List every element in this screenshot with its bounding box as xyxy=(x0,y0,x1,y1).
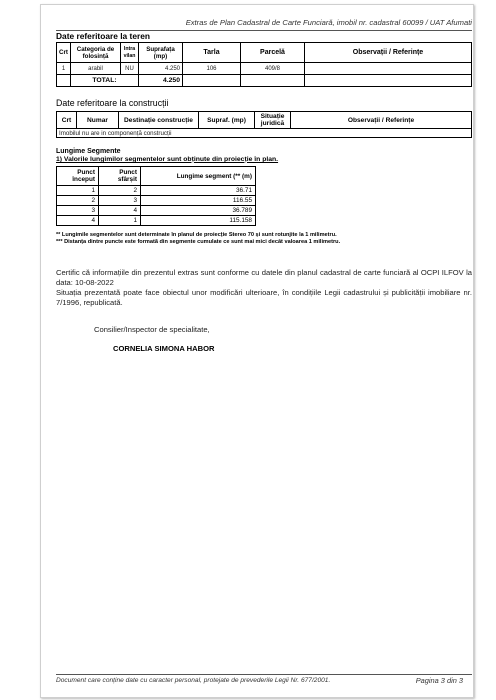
page-number: Pagina 3 din 3 xyxy=(415,676,463,685)
col-numar: Numar xyxy=(77,112,119,129)
cell-inceput: 4 xyxy=(57,216,99,226)
table-row xyxy=(57,129,472,138)
segmente-header-row xyxy=(57,167,256,186)
col-punct-sfarsit: Punct sfârșit xyxy=(99,167,141,186)
cell-lungime: 36.789 xyxy=(141,206,256,216)
cell-observatii xyxy=(305,63,472,75)
table-row xyxy=(57,216,256,226)
col-situatie: Situație juridică xyxy=(255,112,291,129)
table-row xyxy=(57,186,256,196)
certification-paragraph: Certific că informațiile din prezentul extras sunt conforme cu datele din planul cadastral de carte funciară al OCPI ILFOV la data: 10-08-2022 xyxy=(56,268,472,288)
cell-suprafata: 4.250 xyxy=(139,63,183,75)
col-punct-inceput: Punct început xyxy=(57,167,99,186)
cell-sfarsit: 3 xyxy=(99,196,141,206)
col-observatii: Observații / Referințe xyxy=(291,112,472,129)
segment-note-2: *** Distanța dintre puncte este formată din segmente cumulate ce sunt mai mici decât valoarea 1 milimetru. xyxy=(56,239,341,245)
cell-lungime: 116.55 xyxy=(141,196,256,206)
cell-lungime: 115.158 xyxy=(141,216,256,226)
footer-disclaimer: Document care conține date cu caracter personal, protejate de prevederile Legii Nr. 677/2001. xyxy=(56,677,331,684)
constructii-table xyxy=(56,111,472,138)
cell-tarla: 106 xyxy=(183,63,241,75)
table-row xyxy=(57,206,256,216)
footer-divider xyxy=(56,674,472,675)
cell-parcela: 409/8 xyxy=(241,63,305,75)
cell-inceput: 1 xyxy=(57,186,99,196)
cell-intravilan: NU xyxy=(121,63,139,75)
table-row xyxy=(57,63,472,75)
signer-role: Consilier/Inspector de specialitate, xyxy=(94,325,210,334)
signer-name: CORNELIA SIMONA HABOR xyxy=(113,344,215,353)
col-suprafata: Suprafața (mp) xyxy=(139,43,183,63)
cell-sfarsit: 1 xyxy=(99,216,141,226)
segmente-subtitle: 1) Valorile lungimilor segmentelor sunt obținute din proiecție în plan. xyxy=(56,156,279,163)
col-intravilan: Intra vilan xyxy=(121,43,139,63)
document-header: Extras de Plan Cadastral de Carte Funciară, imobil nr. cadastral 60099 / UAT Afumati xyxy=(185,18,472,27)
col-parcela: Parcelă xyxy=(241,43,305,63)
cell-inceput: 2 xyxy=(57,196,99,206)
cell-lungime: 36.71 xyxy=(141,186,256,196)
col-crt: Crt xyxy=(57,43,71,63)
col-lungime-segment: Lungime segment (** (m) xyxy=(141,167,256,186)
teren-section-title: Date referitoare la teren xyxy=(56,31,151,41)
segment-note-1: ** Lungimile segmentelor sunt determinate în planul de proiecție Stereo 70 și sunt rotunjite la 1 milimetru. xyxy=(56,232,337,238)
col-supraf: Supraf. (mp) xyxy=(199,112,255,129)
cell-inceput: 3 xyxy=(57,206,99,216)
segmente-table xyxy=(56,166,256,226)
col-crt: Crt xyxy=(57,112,77,129)
col-destinatie: Destinație construcție xyxy=(119,112,199,129)
segmente-title: Lungime Segmente xyxy=(56,148,121,155)
teren-table xyxy=(56,42,472,87)
document-page xyxy=(40,4,474,698)
col-observatii: Observații / Referințe xyxy=(305,43,472,63)
teren-header-row xyxy=(57,43,472,63)
cell-sfarsit: 4 xyxy=(99,206,141,216)
situation-paragraph: Situația prezentată poate face obiectul unor modificări ulterioare, în condițiile Legii cadastrului și publicității imobiliare nr. 7/1996, republicată. xyxy=(56,288,472,308)
cell-categoria: arabil xyxy=(71,63,121,75)
col-tarla: Tarla xyxy=(183,43,241,63)
total-row xyxy=(57,75,472,87)
table-row xyxy=(57,196,256,206)
total-label: TOTAL: xyxy=(71,75,139,87)
constructii-section-title: Date referitoare la construcții xyxy=(56,98,169,108)
total-value: 4.250 xyxy=(139,75,183,87)
no-constructions-message: Imobilul nu are in componență construcții xyxy=(57,129,472,138)
cell-sfarsit: 2 xyxy=(99,186,141,196)
constructii-header-row xyxy=(57,112,472,129)
col-categoria: Categoria de folosință xyxy=(71,43,121,63)
cell-crt: 1 xyxy=(57,63,71,75)
